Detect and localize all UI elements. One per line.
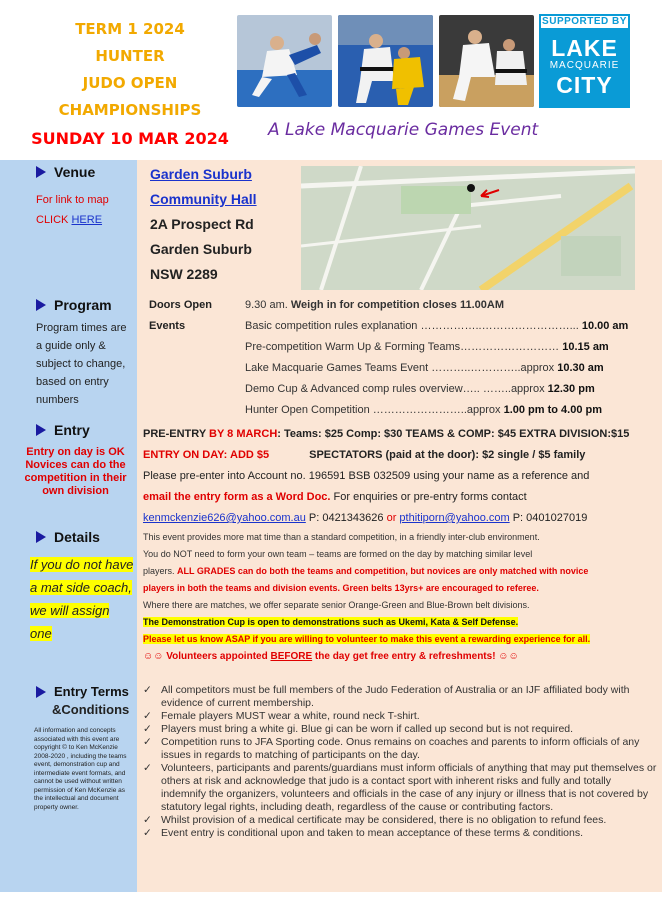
schedule-bold: Weigh in for competition closes 11.00AM bbox=[290, 299, 504, 311]
map-note-text: For link to map bbox=[36, 194, 109, 206]
terms-heading-label-2: &Conditions bbox=[52, 702, 130, 717]
entry-heading-label: Entry bbox=[54, 422, 90, 438]
terms-content bbox=[137, 680, 662, 892]
title-line: TERM 1 2024 bbox=[75, 20, 185, 38]
terms-item-text: Players must bring a white gi. Blue gi can be worn if called up second but is not required. bbox=[161, 723, 574, 735]
program-heading-label: Program bbox=[54, 297, 112, 313]
email-link-ken[interactable]: kenmckenzie626@yahoo.com.au bbox=[143, 512, 306, 524]
triangle-bullet-icon bbox=[36, 531, 46, 543]
schedule-desc: Lake Macquarie Games Teams Event ………..…………..approx bbox=[245, 362, 558, 374]
volunteer-text: the day get free entry & refreshments! ☺☺ bbox=[312, 651, 519, 662]
details-content bbox=[137, 525, 662, 680]
triangle-bullet-icon bbox=[36, 686, 46, 698]
schedule-time: 1.00 pm to 4.00 pm bbox=[503, 404, 603, 416]
details-paragraph: This event provides more mat time than a standard competition, in a friendly inter-club environment. bbox=[143, 532, 540, 542]
schedule-label: Events bbox=[149, 320, 186, 332]
page-header bbox=[0, 0, 662, 160]
details-note-text: If you do not have a mat side coach, we will assign one bbox=[30, 557, 134, 641]
schedule-row bbox=[137, 295, 662, 316]
details-highlight: players in both the teams and division events. Green belts 13yrs+ are encouraged to referee. bbox=[143, 583, 539, 593]
copyright-notice: All information and concepts associated with this event are copyright © to Ken McKenzie 2008-2020 , including the teams event, demonstration cup and intermediate event formats, and cannot be used without written permission of Ken McKenzie as the intellectual and document property owner. bbox=[34, 727, 127, 811]
entry-fees bbox=[143, 424, 658, 445]
schedule-desc: Pre-competition Warm Up & Forming Teams……………………… bbox=[245, 341, 563, 353]
title-line: JUDO OPEN bbox=[82, 74, 178, 92]
terms-item-text: Volunteers, participants and parents/guardians must inform officials of anything that may put themselves or others at risk and acknowledge that judo is a contact sport with inherent risks and fully and totally indemnify the organizers, volunteers and officials in the case of any injury or illness that is not covered by statutory legal rights, including death, regardless of the cause or contributing factors. bbox=[161, 762, 657, 813]
check-icon: ✓ bbox=[143, 723, 152, 735]
check-icon: ✓ bbox=[143, 814, 152, 826]
title-line: CHAMPIONSHIPS bbox=[58, 101, 202, 119]
event-date: SUNDAY 10 MAR 2024 bbox=[31, 129, 229, 148]
details-sidebar bbox=[0, 525, 137, 680]
venue-address bbox=[150, 162, 257, 287]
program-note: Program times are a guide only & subject to change, based on entry numbers bbox=[36, 322, 127, 406]
entry-note: Entry on day is OK Novices can do the competition in their own division bbox=[24, 446, 127, 497]
details-paragraph: Where there are matches, we offer separate senior Orange-Green and Blue-Brown belt divisions. bbox=[143, 600, 530, 610]
schedule-row bbox=[137, 316, 662, 337]
check-icon: ✓ bbox=[143, 762, 152, 774]
program-schedule bbox=[137, 295, 662, 421]
terms-item-text: Whilst provision of a medical certificate may be considered, there is no obligation to refund fees. bbox=[161, 814, 607, 826]
terms-heading bbox=[0, 680, 137, 699]
email-form-note: email the entry form as a Word Doc. bbox=[143, 491, 331, 503]
schedule-desc: Basic competition rules explanation ……………..……………………... bbox=[245, 320, 582, 332]
check-icon: ✓ bbox=[143, 827, 152, 839]
schedule-text bbox=[245, 358, 625, 379]
schedule-time: 10.00 am bbox=[581, 320, 629, 332]
on-day-fee: ENTRY ON DAY: ADD $5 bbox=[143, 449, 270, 461]
venue-sidebar bbox=[0, 160, 137, 293]
program-section bbox=[0, 293, 662, 418]
volunteer-before: BEFORE bbox=[270, 651, 313, 662]
volunteer-request: Please let us know ASAP if you are willing to volunteer to make this event a rewarding experience for all. bbox=[143, 634, 591, 644]
entry-sidebar bbox=[0, 418, 137, 525]
details-note bbox=[30, 553, 134, 645]
terms-heading-label: Entry Terms bbox=[54, 684, 129, 699]
pre-entry-label: PRE-ENTRY bbox=[143, 428, 210, 440]
judo-photo-2 bbox=[338, 15, 433, 107]
on-day-fees bbox=[143, 445, 658, 466]
enquiries-text: For enquiries or pre-entry forms contact bbox=[330, 491, 527, 503]
check-icon: ✓ bbox=[143, 684, 152, 696]
fee-list: : Teams: $25 Comp: $30 TEAMS & COMP: $45 EXTRA DIVISION:$15 bbox=[277, 428, 630, 440]
details-text bbox=[143, 529, 657, 665]
terms-item bbox=[143, 762, 657, 814]
sponsor-mark bbox=[539, 30, 630, 108]
volunteer-text: ☺☺ Volunteers appointed bbox=[143, 651, 271, 662]
terms-item bbox=[143, 814, 657, 827]
venue-heading bbox=[0, 160, 137, 180]
or-text: or bbox=[386, 512, 397, 524]
details-paragraph: You do NOT need to form your own team – teams are formed on the day by matching similar level bbox=[143, 549, 533, 559]
schedule-row bbox=[137, 337, 662, 358]
schedule-text bbox=[245, 295, 625, 316]
schedule-desc: 9.30 am. bbox=[245, 299, 291, 311]
program-heading bbox=[0, 293, 137, 313]
details-highlight: ALL GRADES can do both the teams and competition, but novices are only matched with novice bbox=[177, 566, 589, 576]
demo-cup-note: The Demonstration Cup is open to demonstrations such as Ukemi, Kata & Self Defense. bbox=[143, 617, 519, 627]
entry-content bbox=[137, 418, 662, 525]
triangle-bullet-icon bbox=[36, 166, 46, 178]
terms-item bbox=[143, 684, 657, 710]
tagline: A Lake Macquarie Games Event bbox=[268, 120, 539, 140]
program-sidebar bbox=[0, 293, 137, 418]
venue-content bbox=[137, 160, 662, 293]
schedule-text bbox=[245, 379, 625, 400]
check-icon: ✓ bbox=[143, 710, 152, 722]
terms-item-text: All competitors must be full members of the Judo Federation of Australia or an IJF affiliated body with evidence of current membership. bbox=[161, 684, 630, 709]
venue-name-link[interactable]: Garden Suburb bbox=[150, 166, 252, 182]
sponsor-line: CITY bbox=[556, 72, 613, 98]
judo-photo-1 bbox=[237, 15, 332, 107]
sponsor-label: SUPPORTED BY bbox=[539, 14, 630, 30]
terms-item-text: Event entry is conditional upon and taken to mean acceptance of these terms & conditions. bbox=[161, 827, 584, 839]
venue-map[interactable] bbox=[301, 166, 635, 290]
venue-heading-label: Venue bbox=[54, 164, 96, 180]
venue-section bbox=[0, 160, 662, 293]
terms-section bbox=[0, 680, 662, 892]
terms-item-text: Competition runs to JFA Sporting code. Onus remains on coaches and parents to inform officials of any issues in regards to matching of participants on the day. bbox=[161, 736, 640, 761]
triangle-bullet-icon bbox=[36, 299, 46, 311]
schedule-row bbox=[137, 379, 662, 400]
schedule-row bbox=[137, 358, 662, 379]
venue-name-link[interactable]: Community Hall bbox=[150, 191, 257, 207]
title-line: HUNTER bbox=[95, 47, 165, 65]
details-text-part: players. bbox=[143, 566, 178, 576]
judo-photo-3 bbox=[439, 15, 534, 107]
program-content bbox=[137, 293, 662, 418]
schedule-text bbox=[245, 316, 629, 337]
map-link-note bbox=[0, 180, 137, 230]
check-icon: ✓ bbox=[143, 736, 152, 748]
terms-sidebar bbox=[0, 680, 137, 892]
phone-ken: P: 0421343626 bbox=[305, 512, 387, 524]
schedule-desc: Hunter Open Competition ……………………..approx bbox=[245, 404, 504, 416]
address-line: 2A Prospect Rd bbox=[150, 216, 254, 232]
terms-item-text: Female players MUST wear a white, round neck T-shirt. bbox=[161, 710, 420, 722]
terms-item bbox=[143, 710, 657, 723]
terms-item bbox=[143, 723, 657, 736]
account-info: Please pre-enter into Account no. 196591 BSB 032509 using your name as a reference and bbox=[143, 470, 590, 482]
entry-heading bbox=[0, 418, 137, 438]
address-line: NSW 2289 bbox=[150, 266, 218, 282]
details-section bbox=[0, 525, 662, 680]
triangle-bullet-icon bbox=[36, 424, 46, 436]
entry-details bbox=[143, 424, 658, 529]
terms-list bbox=[143, 684, 657, 840]
terms-item bbox=[143, 827, 657, 840]
spectator-fee: SPECTATORS (paid at the door): $2 single / $5 family bbox=[309, 449, 586, 461]
sponsor-line: LAKE bbox=[551, 35, 618, 61]
details-paragraph bbox=[143, 563, 657, 580]
schedule-time: 10.15 am bbox=[562, 341, 609, 353]
terms-item bbox=[143, 736, 657, 762]
details-heading bbox=[0, 525, 137, 545]
schedule-desc: Demo Cup & Advanced comp rules overview….. ……..approx bbox=[245, 383, 548, 395]
schedule-text bbox=[245, 337, 625, 358]
click-text: CLICK bbox=[36, 214, 69, 226]
phone-thitiporn: P: 0401027019 bbox=[509, 512, 588, 524]
schedule-time: 12.30 pm bbox=[547, 383, 595, 395]
email-link-thitiporn[interactable]: pthitiporn@yahoo.com bbox=[399, 512, 510, 524]
address-line: Garden Suburb bbox=[150, 241, 252, 257]
event-title bbox=[30, 16, 230, 152]
contact-info bbox=[143, 487, 658, 508]
entry-section bbox=[0, 418, 662, 525]
details-heading-label: Details bbox=[54, 529, 100, 545]
map-link[interactable]: HERE bbox=[71, 214, 103, 226]
sponsor-line: MACQUARIE bbox=[549, 60, 620, 71]
schedule-label: Doors Open bbox=[149, 299, 212, 311]
schedule-time: 10.30 am bbox=[557, 362, 604, 374]
lake-macquarie-city-logo bbox=[539, 14, 630, 108]
pre-entry-deadline: BY 8 MARCH bbox=[209, 428, 278, 440]
volunteer-benefit bbox=[143, 648, 657, 665]
